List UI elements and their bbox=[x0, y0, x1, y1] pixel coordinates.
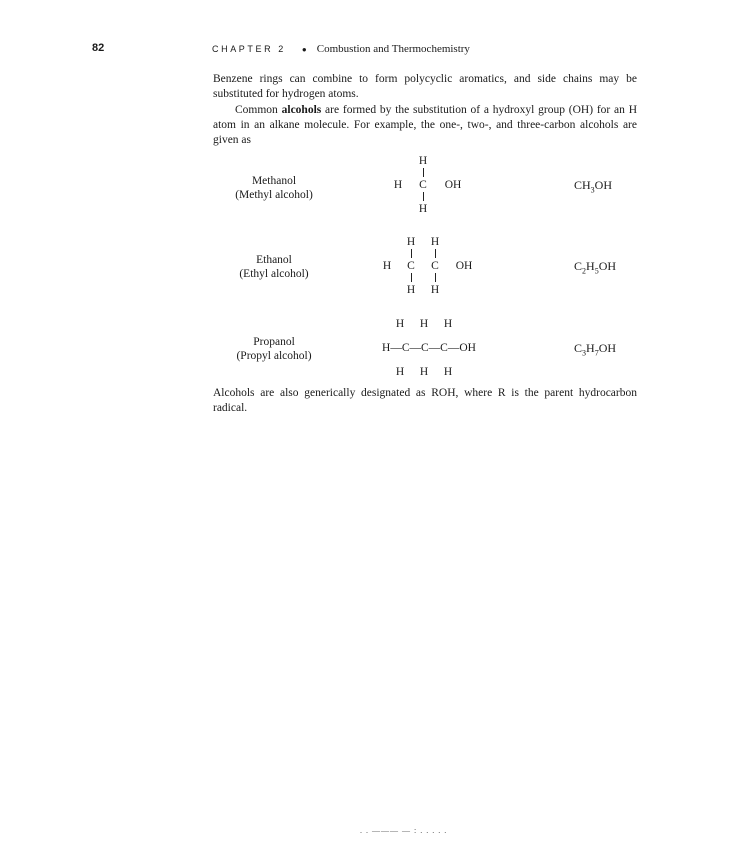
chapter-label: CHAPTER 2 bbox=[212, 44, 286, 54]
propanol-chain: H—C—C—C—OH bbox=[382, 342, 476, 354]
atom-h: H bbox=[430, 284, 440, 296]
atom-h: H bbox=[419, 366, 429, 378]
bond bbox=[423, 192, 424, 201]
formula-subscript: 5 bbox=[594, 266, 599, 276]
bullet-icon: ● bbox=[301, 45, 307, 54]
atom-c: C bbox=[407, 260, 415, 272]
formula-subscript: 7 bbox=[594, 348, 599, 358]
formula-part: H bbox=[586, 341, 595, 355]
atom-h: H bbox=[443, 366, 453, 378]
paragraph-alcohols bbox=[213, 103, 637, 148]
bond bbox=[435, 249, 436, 258]
paragraph-roh: Alcohols are also generically designated as ROH, where R is the parent hydrocarbon radical. bbox=[213, 387, 637, 414]
chapter-title: Combustion and Thermochemistry bbox=[316, 43, 470, 55]
atom-h: H bbox=[430, 236, 440, 248]
running-header bbox=[212, 43, 470, 55]
footer-marks: . . ——— — : . . . . . bbox=[360, 826, 448, 835]
atom-h: H bbox=[406, 236, 416, 248]
formula-part: C bbox=[574, 259, 583, 273]
formula-subscript: 3 bbox=[590, 185, 595, 195]
atom-h: H bbox=[395, 366, 405, 378]
propanol-name bbox=[213, 335, 335, 363]
ethanol-formula bbox=[574, 259, 616, 275]
atom-oh: OH bbox=[455, 260, 473, 272]
atom-h: H bbox=[395, 318, 405, 330]
atom-c: C bbox=[431, 260, 439, 272]
propanol-common-name: (Propyl alcohol) bbox=[236, 350, 312, 362]
methanol-formula bbox=[574, 178, 612, 194]
formula-subscript: 3 bbox=[582, 348, 587, 358]
formula-part: OH bbox=[598, 341, 617, 355]
bond bbox=[435, 273, 436, 282]
formula-part: OH bbox=[594, 178, 613, 192]
ethanol-name bbox=[213, 253, 335, 281]
atom-h: H bbox=[443, 318, 453, 330]
atom-c: C bbox=[419, 179, 427, 191]
atom-h: H bbox=[382, 260, 392, 272]
formula-part: OH bbox=[598, 259, 617, 273]
ethanol-common-name: (Ethyl alcohol) bbox=[239, 268, 309, 280]
term-alcohols: alcohols bbox=[281, 104, 322, 116]
bond bbox=[423, 168, 424, 177]
atom-h: H bbox=[406, 284, 416, 296]
formula-part: C bbox=[574, 341, 583, 355]
methanol-label: Methanol bbox=[251, 175, 297, 187]
atom-h: H bbox=[418, 155, 428, 167]
paragraph-text: are formed by the substitution of a hydroxyl group (OH) for an H atom in an alkane molecule. For example, the one-, two-, and three-carbon alcohols are given as bbox=[213, 104, 638, 146]
formula-part: CH bbox=[574, 178, 591, 192]
propanol-label: Propanol bbox=[253, 336, 295, 348]
atom-h: H bbox=[393, 179, 403, 191]
ethanol-label: Ethanol bbox=[256, 254, 292, 266]
propanol-formula bbox=[574, 341, 616, 357]
atom-h: H bbox=[418, 203, 428, 215]
paragraph-text: Common bbox=[235, 104, 282, 116]
atom-oh: OH bbox=[444, 179, 462, 191]
paragraph-benzene: Benzene rings can combine to form polycyclic aromatics, and side chains may be substituted for hydrogen atoms. bbox=[213, 73, 637, 100]
methanol-name bbox=[213, 174, 335, 202]
bond bbox=[411, 273, 412, 282]
formula-part: H bbox=[586, 259, 595, 273]
atom-h: H bbox=[419, 318, 429, 330]
methanol-common-name: (Methyl alcohol) bbox=[235, 189, 313, 201]
formula-subscript: 2 bbox=[582, 266, 587, 276]
bond bbox=[411, 249, 412, 258]
page-number: 82 bbox=[92, 42, 105, 54]
